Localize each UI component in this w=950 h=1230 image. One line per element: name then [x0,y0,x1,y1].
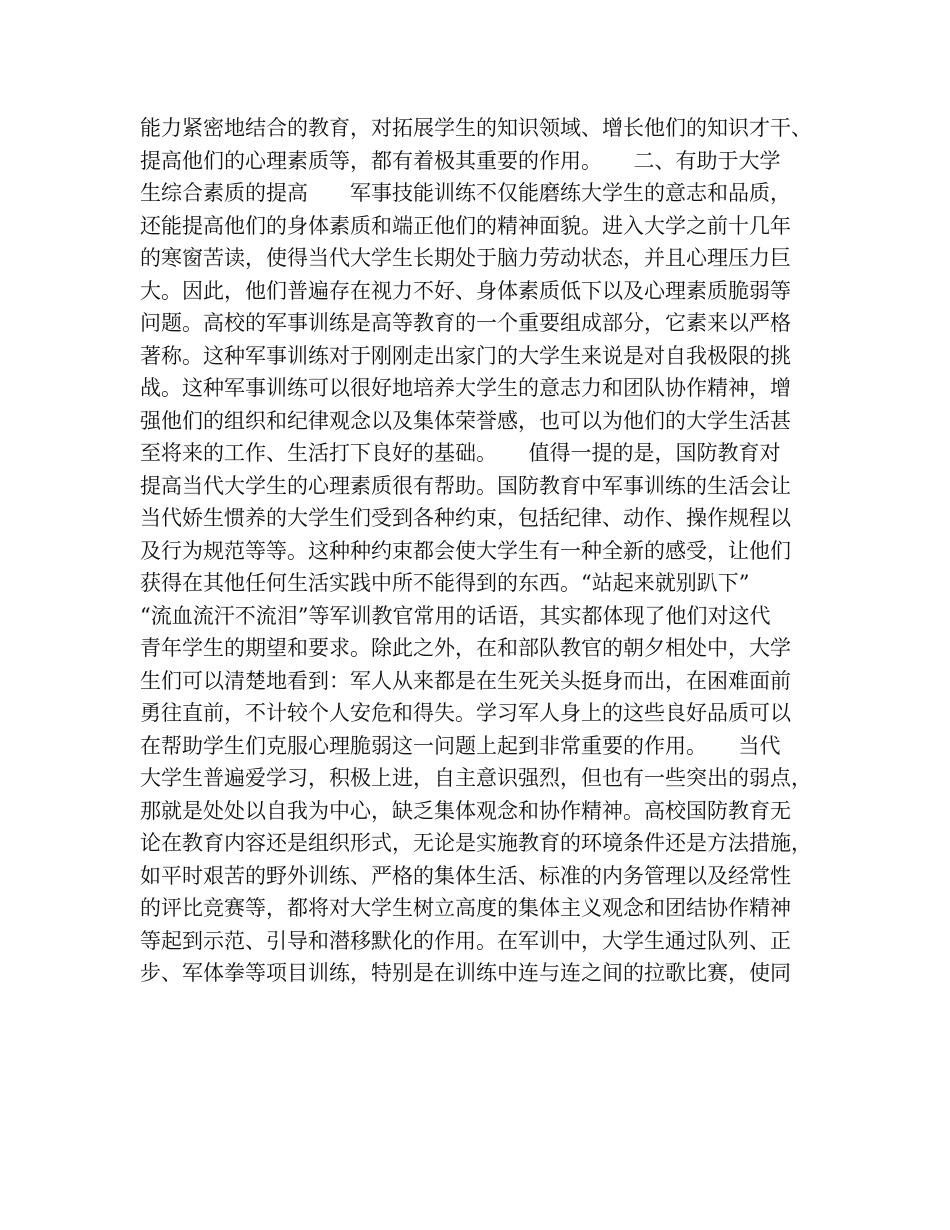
text-line-21: 大学生普遍爱学习，积极上进，自主意识强烈，但也有一些突出的弱点， [140,766,812,790]
text-line-15: 获得在其他任何生活实践中所不能得到的东西。“站起来就别趴下” [140,571,750,595]
text-line-25: 的评比竞赛等，都将对大学生树立高度的集体主义观念和团结协作精神 [140,896,791,920]
text-line-9: 战。这种军事训练可以很好地培养大学生的意志力和团队协作精神，增 [140,376,791,400]
text-line-8: 著称。这种军事训练对于刚刚走出家门的大学生来说是对自我极限的挑 [140,343,791,368]
text-line-19: 勇往直前，不计较个人安危和得失。学习军人身上的这些良好品质可以 [140,701,791,725]
text-line-11: 至将来的工作、生活打下良好的基础。 值得一提的是，国防教育对 [140,441,781,465]
text-line-5: 的寒窗苦读，使得当代大学生长期处于脑力劳动状态，并且心理压力巨 [140,246,791,270]
text-line-17: 青年学生的期望和要求。除此之外，在和部队教官的朝夕相处中，大学 [140,636,791,660]
text-line-22: 那就是处处以自我为中心，缺乏集体观念和协作精神。高校国防教育无 [140,798,791,823]
text-line-16: “流血流汗不流泪”等军训教官常用的话语，其实都体现了他们对这代 [140,603,771,628]
text-line-1: 能力紧密地结合的教育，对拓展学生的知识领域、增长他们的知识才干、 [140,116,812,140]
text-line-13: 当代娇生惯养的大学生们受到各种约束，包括纪律、动作、操作规程以 [140,506,791,530]
text-line-20: 在帮助学生们克服心理脆弱这一问题上起到非常重要的作用。 当代 [140,733,781,758]
text-line-3: 生综合素质的提高 军事技能训练不仅能磨练大学生的意志和品质， [140,181,791,205]
text-line-14: 及行为规范等等。这种种约束都会使大学生有一种全新的感受，让他们 [140,538,791,563]
body-text [140,112,840,990]
text-line-24: 如平时艰苦的野外训练、严格的集体生活、标准的内务管理以及经常性 [140,863,791,888]
text-line-18: 生们可以清楚地看到：军人从来都是在生死关头挺身而出，在困难面前 [140,668,791,693]
text-line-10: 强他们的组织和纪律观念以及集体荣誉感，也可以为他们的大学生活甚 [140,408,791,433]
text-line-23: 论在教育内容还是组织形式，无论是实施教育的环境条件还是方法措施， [140,831,812,855]
text-line-2: 提高他们的心理素质等，都有着极其重要的作用。 二、有助于大学 [140,148,781,173]
text-line-12: 提高当代大学生的心理素质很有帮助。国防教育中军事训练的生活会让 [140,473,791,498]
text-line-7: 问题。高校的军事训练是高等教育的一个重要组成部分，它素来以严格 [140,311,791,335]
text-line-27: 步、军体拳等项目训练，特别是在训练中连与连之间的拉歌比赛，使同 [140,961,791,985]
text-line-4: 还能提高他们的身体素质和端正他们的精神面貌。进入大学之前十几年 [140,213,791,238]
text-line-6: 大。因此，他们普遍存在视力不好、身体素质低下以及心理素质脆弱等 [140,278,791,303]
text-line-26: 等起到示范、引导和潜移默化的作用。在军训中，大学生通过队列、正 [140,928,791,953]
